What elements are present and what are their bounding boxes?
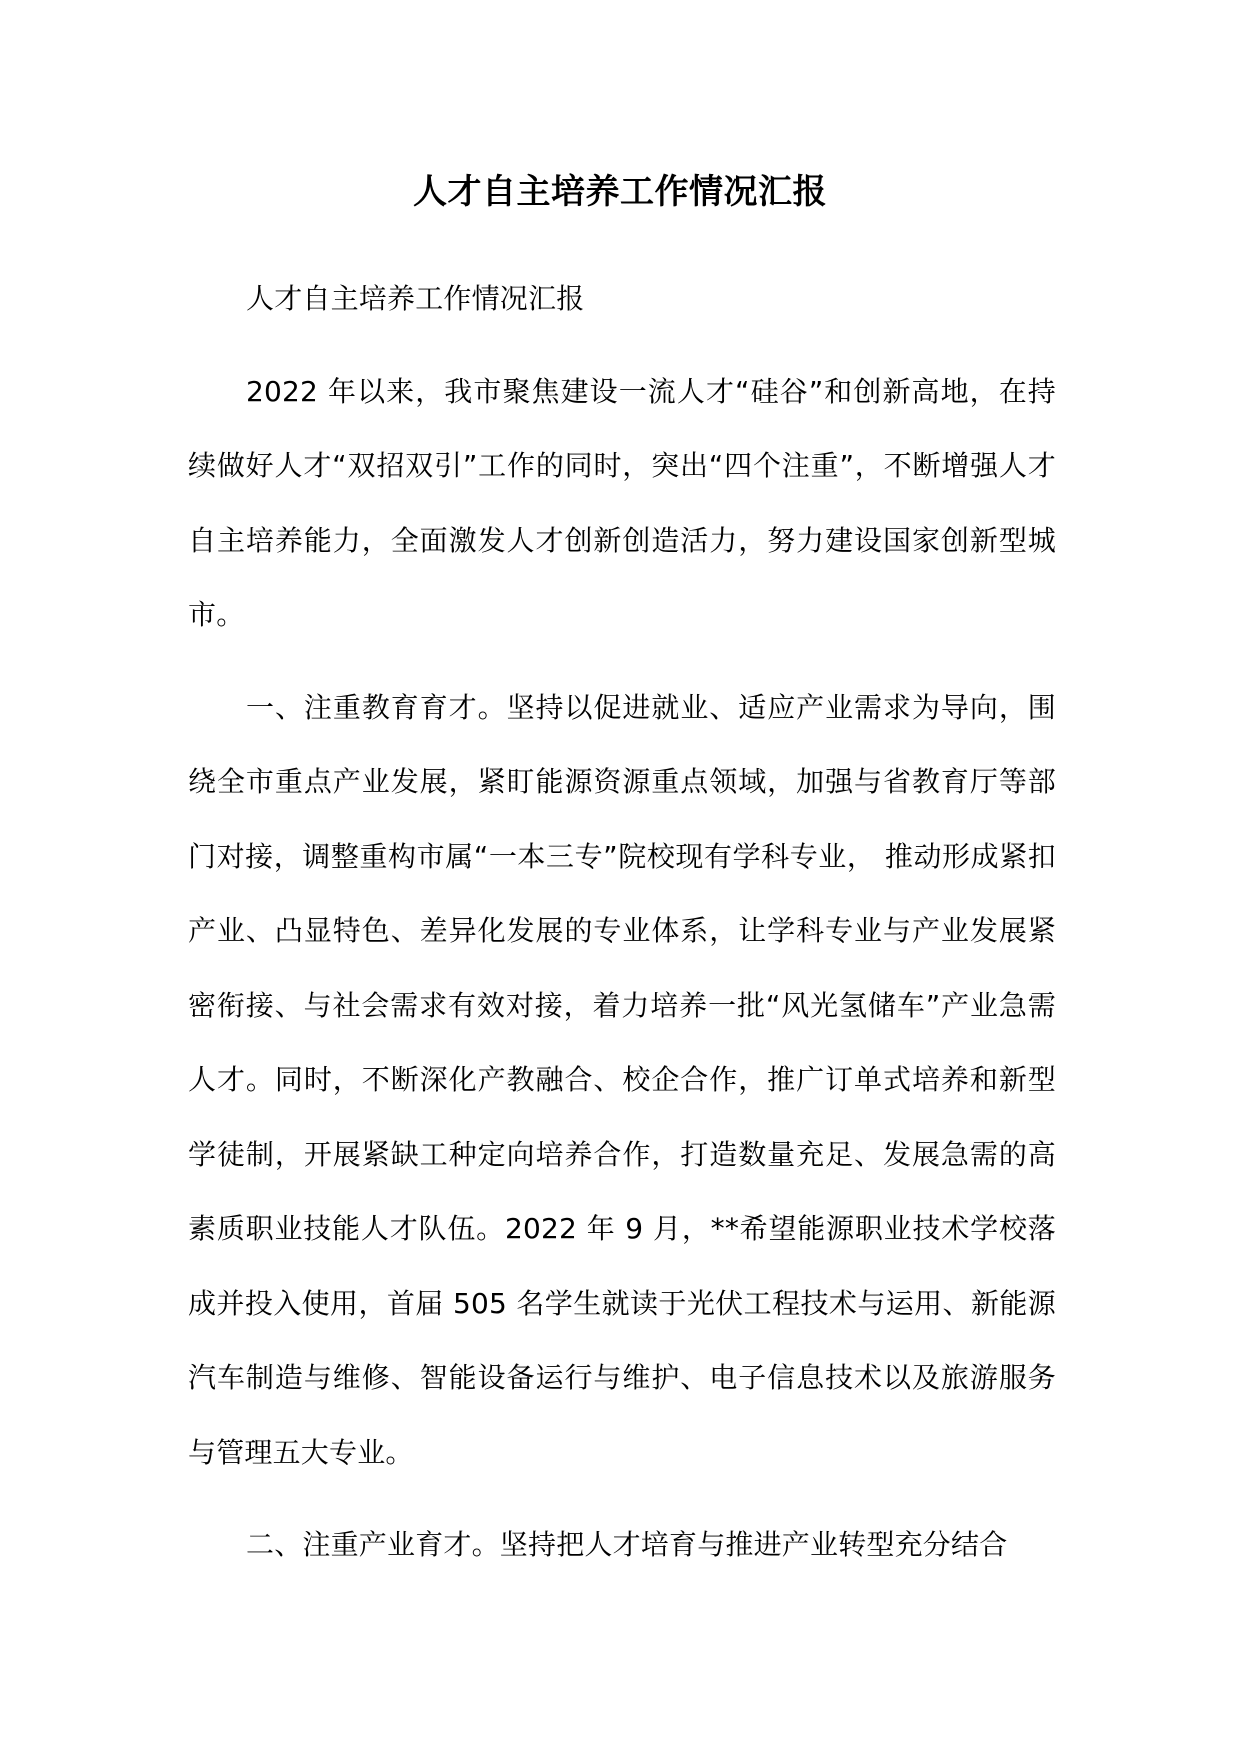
paragraph-industry: 二、注重产业育才。坚持把人才培育与推进产业转型充分结合 [246, 1528, 1008, 1561]
paragraph-intro: 2022 年以来，我市聚焦建设一流人才“硅谷”和创新高地，在持续做好人才“双招双引”工作的同时，突出“四个注重”，不断增强人才自主培养能力，全面激发人才创新创造活力，努力建设国家创新型城市。 [188, 374, 1056, 631]
paragraph-education: 一、注重教育育才。坚持以促进就业、适应产业需求为导向，围绕全市重点产业发展，紧盯能源资源重点领域，加强与省教育厅等部门对接，调整重构市属“一本三专”院校现有学科专业， 推动形成紧扣产业、凸显特色、差异化发展的专业体系，让学科专业与产业发展紧密衔接、与社会需求有效对接，着力培养一批“风光氢储车”产业急需人才。同时，不断深化产教融合、校企合作，推广订单式培养和新型学徒制，开展紧缺工种定向培养合作，打造数量充足、发展急需的高素质职业技能人才队伍。2022 年 9 月，**希望能源职业技术学校落成并投入使用，首届 505 名学生就读于光伏工程技术与运用、新能源汽车制造与维修、智能设备运行与维护、电子信息技术以及旅游服务与管理五大专业。 [188, 690, 1056, 1469]
document-subtitle: 人才自主培养工作情况汇报 [246, 282, 585, 315]
document-body [188, 262, 1056, 1583]
document-title: 人才自主培养工作情况汇报 [413, 172, 827, 212]
